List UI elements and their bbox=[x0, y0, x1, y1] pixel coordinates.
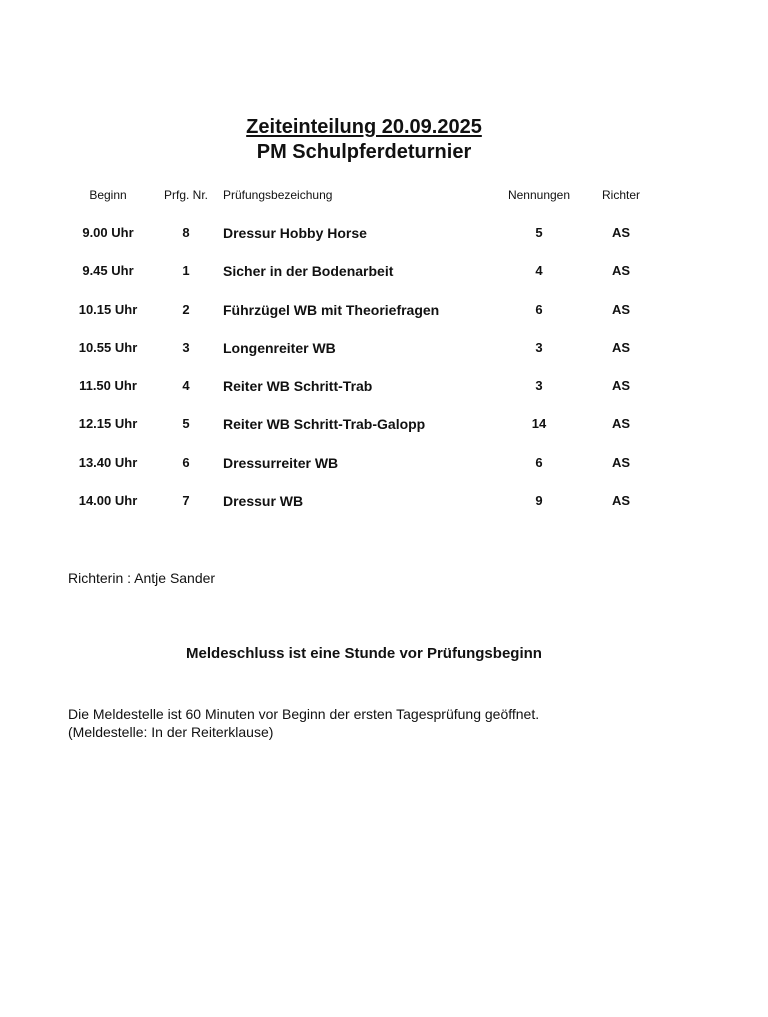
title-date: Zeiteinteilung 20.09.2025 bbox=[246, 116, 482, 138]
table-row bbox=[0, 338, 768, 358]
cell-beginn: 10.55 Uhr bbox=[78, 340, 138, 355]
cell-nr: 7 bbox=[182, 493, 190, 508]
table-row bbox=[0, 261, 768, 281]
office-location-line: (Meldestelle: In der Reiterklause) bbox=[68, 724, 274, 740]
cell-richter: AS bbox=[611, 340, 631, 355]
header-beginn: Beginn bbox=[89, 188, 127, 202]
office-hours-line: Die Meldestelle ist 60 Minuten vor Beginn der ersten Tagesprüfung geöffnet. bbox=[68, 706, 540, 722]
cell-name: Dressur WB bbox=[223, 493, 304, 509]
document-title bbox=[0, 115, 728, 165]
cell-name: Dressurreiter WB bbox=[223, 455, 339, 471]
cell-richter: AS bbox=[611, 493, 631, 508]
cell-beginn: 13.40 Uhr bbox=[78, 455, 138, 470]
title-event: PM Schulpferdeturnier bbox=[256, 141, 472, 163]
cell-nennungen: 6 bbox=[535, 455, 543, 470]
cell-richter: AS bbox=[611, 302, 631, 317]
header-pruefungsbezeichnung: Prüfungsbezeichung bbox=[223, 188, 333, 202]
header-richter: Richter bbox=[601, 188, 640, 202]
cell-name: Dressur Hobby Horse bbox=[223, 225, 367, 241]
table-row bbox=[0, 376, 768, 396]
registration-office-info bbox=[68, 705, 539, 741]
cell-nennungen: 9 bbox=[535, 493, 543, 508]
cell-name: Reiter WB Schritt-Trab-Galopp bbox=[223, 416, 426, 432]
cell-beginn: 10.15 Uhr bbox=[78, 302, 138, 317]
cell-beginn: 11.50 Uhr bbox=[79, 378, 137, 393]
cell-richter: AS bbox=[611, 455, 631, 470]
cell-name: Sicher in der Bodenarbeit bbox=[223, 263, 394, 279]
table-row bbox=[0, 453, 768, 473]
cell-nr: 3 bbox=[182, 340, 190, 355]
cell-nr: 2 bbox=[182, 302, 190, 317]
cell-nr: 6 bbox=[182, 455, 190, 470]
cell-nennungen: 3 bbox=[535, 378, 543, 393]
cell-name: Reiter WB Schritt-Trab bbox=[223, 378, 373, 394]
cell-beginn: 14.00 Uhr bbox=[78, 493, 138, 508]
cell-nr: 4 bbox=[182, 378, 190, 393]
cell-nr: 8 bbox=[182, 225, 190, 240]
registration-deadline: Meldeschluss ist eine Stunde vor Prüfungsbeginn bbox=[186, 645, 542, 662]
cell-nennungen: 6 bbox=[535, 302, 543, 317]
table-row bbox=[0, 300, 768, 320]
cell-richter: AS bbox=[611, 225, 631, 240]
table-row bbox=[0, 223, 768, 243]
cell-beginn: 9.45 Uhr bbox=[82, 263, 134, 278]
cell-richter: AS bbox=[611, 416, 631, 431]
judge-note: Richterin : Antje Sander bbox=[68, 570, 216, 586]
cell-richter: AS bbox=[611, 263, 631, 278]
cell-nr: 5 bbox=[182, 416, 190, 431]
cell-nennungen: 3 bbox=[535, 340, 543, 355]
header-nennungen: Nennungen bbox=[507, 188, 571, 202]
cell-nennungen: 14 bbox=[531, 416, 547, 431]
cell-name: Longenreiter WB bbox=[223, 340, 336, 356]
cell-richter: AS bbox=[611, 378, 631, 393]
cell-beginn: 9.00 Uhr bbox=[82, 225, 134, 240]
table-row bbox=[0, 491, 768, 511]
cell-beginn: 12.15 Uhr bbox=[78, 416, 138, 431]
header-pruefungsnummer: Prfg. Nr. bbox=[163, 188, 208, 202]
cell-nennungen: 5 bbox=[535, 225, 543, 240]
cell-name: Führzügel WB mit Theoriefragen bbox=[223, 302, 440, 318]
cell-nennungen: 4 bbox=[535, 263, 543, 278]
table-row bbox=[0, 414, 768, 434]
cell-nr: 1 bbox=[182, 263, 190, 278]
